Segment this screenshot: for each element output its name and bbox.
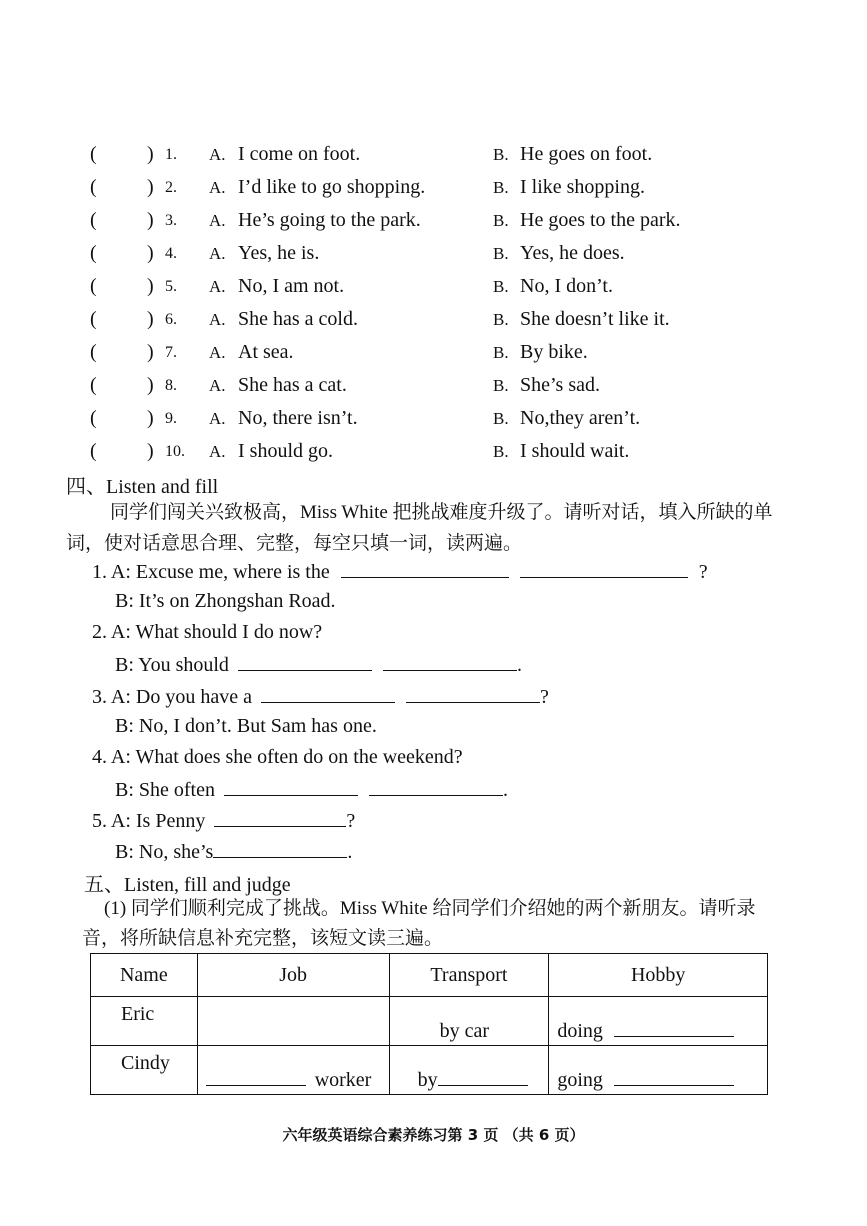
- question-number: 3.: [165, 212, 177, 229]
- dialogue-2b: [115, 652, 522, 677]
- answer-paren-open[interactable]: (: [90, 374, 97, 396]
- answer-paren-close: ): [147, 374, 154, 396]
- option-a-text: At sea.: [238, 341, 294, 363]
- choice-row: [0, 407, 867, 440]
- option-b-text: Yes, he does.: [520, 242, 625, 264]
- answer-paren-open[interactable]: (: [90, 440, 97, 462]
- answer-paren-close: ): [147, 341, 154, 363]
- question-number: 8.: [165, 377, 177, 394]
- option-a-text: I’d like to go shopping.: [238, 176, 426, 198]
- blank-2b-1[interactable]: [238, 652, 372, 671]
- option-b-letter: B.: [493, 145, 509, 164]
- answer-paren-close: ): [147, 407, 154, 429]
- dialogue-4b: [115, 777, 508, 802]
- choice-row: [0, 209, 867, 242]
- blank-4b-1[interactable]: [224, 777, 358, 796]
- answer-paren-close: ): [147, 440, 154, 462]
- section4-heading: 四、Listen and fill: [66, 476, 219, 498]
- dialogue-4b-end: .: [503, 779, 508, 801]
- page-footer: 六年级英语综合素养练习第 3 页 （共 6 页）: [282, 1126, 585, 1144]
- option-a-letter: A.: [209, 178, 226, 197]
- option-b-text: He goes on foot.: [520, 143, 653, 165]
- table-row: [91, 1046, 768, 1095]
- blank-job-cindy[interactable]: [206, 1067, 306, 1086]
- blank-hobby-eric[interactable]: [614, 1018, 734, 1037]
- choice-row: [0, 440, 867, 473]
- dialogue-1b: B: It’s on Zhongshan Road.: [115, 590, 336, 612]
- section5-heading: 五、Listen, fill and judge: [84, 874, 291, 896]
- dialogue-3b: B: No, I don’t. But Sam has one.: [115, 715, 377, 737]
- header-transport: Transport: [389, 954, 549, 997]
- blank-5b-1[interactable]: [213, 839, 347, 858]
- section5-intro-line2: 音，将所缺信息补充完整，该短文读三遍。: [82, 928, 444, 949]
- option-a-text: No, I am not.: [238, 275, 345, 297]
- question-number: 2.: [165, 179, 177, 196]
- option-a-text: I come on foot.: [238, 143, 361, 165]
- option-b-letter: B.: [493, 409, 509, 428]
- cell-transport-eric: by car: [389, 997, 549, 1046]
- option-a-letter: A.: [209, 244, 226, 263]
- option-b-letter: B.: [493, 244, 509, 263]
- dialogue-2b-end: .: [516, 654, 522, 676]
- answer-paren-open[interactable]: (: [90, 176, 97, 198]
- option-b-letter: B.: [493, 310, 509, 329]
- question-number: 6.: [165, 311, 177, 328]
- cell-job-eric[interactable]: [197, 997, 389, 1046]
- option-b-letter: B.: [493, 343, 509, 362]
- dialogue-1a: [92, 559, 708, 584]
- option-b-text: She doesn’t like it.: [520, 308, 670, 330]
- option-a-text: I should go.: [238, 440, 333, 462]
- option-a-text: She has a cat.: [238, 374, 347, 396]
- option-b-letter: B.: [493, 277, 509, 296]
- option-a-letter: A.: [209, 310, 226, 329]
- option-b-letter: B.: [493, 211, 509, 230]
- choice-row: [0, 143, 867, 176]
- dialogue-3a: [92, 684, 549, 709]
- answer-paren-open[interactable]: (: [90, 407, 97, 429]
- answer-paren-close: ): [147, 209, 154, 231]
- choice-row: [0, 374, 867, 407]
- blank-transport-cindy[interactable]: [438, 1067, 528, 1086]
- dialogue-3a-end: ?: [539, 686, 549, 708]
- blank-2b-2[interactable]: [383, 652, 517, 671]
- section5-intro-line1: (1) 同学们顺利完成了挑战。Miss White 给同学们介绍她的两个新朋友。请听录: [104, 898, 756, 919]
- blank-1a-1[interactable]: [341, 559, 509, 578]
- question-number: 5.: [165, 278, 177, 295]
- answer-paren-close: ): [147, 242, 154, 264]
- dialogue-5b-end: .: [347, 841, 353, 863]
- option-b-text: By bike.: [520, 341, 588, 363]
- option-b-letter: B.: [493, 376, 509, 395]
- cell-job-cindy: [197, 1046, 389, 1095]
- dialogue-2b-text: B: You should: [115, 654, 229, 676]
- question-number: 1.: [165, 146, 177, 163]
- header-job: Job: [197, 954, 389, 997]
- option-b-text: She’s sad.: [520, 374, 600, 396]
- dialogue-5a: [92, 808, 355, 833]
- option-a-text: Yes, he is.: [238, 242, 320, 264]
- dialogue-1a-end: ?: [698, 561, 708, 583]
- blank-4b-2[interactable]: [369, 777, 503, 796]
- blank-hobby-cindy[interactable]: [614, 1067, 734, 1086]
- option-a-letter: A.: [209, 376, 226, 395]
- choice-row: [0, 308, 867, 341]
- answer-paren-close: ): [147, 308, 154, 330]
- dialogue-3a-text: 3. A: Do you have a: [92, 686, 252, 708]
- header-name: Name: [91, 954, 198, 997]
- choice-row: [0, 275, 867, 308]
- blank-3a-2[interactable]: [406, 684, 540, 703]
- option-a-letter: A.: [209, 145, 226, 164]
- cell-name-eric: Eric: [91, 997, 198, 1046]
- answer-paren-close: ): [147, 275, 154, 297]
- option-b-letter: B.: [493, 442, 509, 461]
- option-a-text: He’s going to the park.: [238, 209, 421, 231]
- option-b-letter: B.: [493, 178, 509, 197]
- answer-paren-open[interactable]: (: [90, 275, 97, 297]
- cell-transport-cindy: [389, 1046, 549, 1095]
- dialogue-1a-text: 1. A: Excuse me, where is the: [92, 561, 330, 583]
- table-row: [91, 997, 768, 1046]
- question-number: 9.: [165, 410, 177, 427]
- choice-row: [0, 341, 867, 374]
- question-number: 4.: [165, 245, 177, 262]
- info-table: [90, 953, 768, 1095]
- dialogue-2a: 2. A: What should I do now?: [92, 621, 323, 643]
- choice-row: [0, 176, 867, 209]
- job-cindy-suffix: worker: [314, 1069, 372, 1091]
- option-b-text: I should wait.: [520, 440, 630, 462]
- option-a-letter: A.: [209, 442, 226, 461]
- answer-paren-open[interactable]: (: [90, 341, 97, 363]
- answer-paren-open[interactable]: (: [90, 209, 97, 231]
- cell-hobby-eric: [549, 997, 768, 1046]
- answer-paren-close: ): [147, 143, 154, 165]
- option-a-letter: A.: [209, 409, 226, 428]
- option-b-text: No, I don’t.: [520, 275, 613, 297]
- option-a-text: She has a cold.: [238, 308, 358, 330]
- cell-hobby-cindy: [549, 1046, 768, 1095]
- answer-paren-open[interactable]: (: [90, 308, 97, 330]
- hobby-cindy-prefix: going: [557, 1069, 603, 1091]
- answer-paren-open[interactable]: (: [90, 143, 97, 165]
- answer-paren-open[interactable]: (: [90, 242, 97, 264]
- table-header-row: [91, 954, 768, 997]
- dialogue-4a: 4. A: What does she often do on the weekend?: [92, 746, 463, 768]
- option-a-letter: A.: [209, 343, 226, 362]
- dialogue-5a-text: 5. A: Is Penny: [92, 810, 206, 832]
- choice-row: [0, 242, 867, 275]
- blank-5a-1[interactable]: [214, 808, 346, 827]
- transport-cindy-prefix: by: [417, 1069, 438, 1091]
- option-a-letter: A.: [209, 277, 226, 296]
- option-a-text: No, there isn’t.: [238, 407, 358, 429]
- blank-3a-1[interactable]: [261, 684, 395, 703]
- dialogue-5b-text: B: No, she’s: [115, 841, 214, 863]
- dialogue-4b-text: B: She often: [115, 779, 215, 801]
- hobby-eric-prefix: doing: [557, 1020, 603, 1042]
- dialogue-5b: [115, 839, 352, 864]
- option-b-text: He goes to the park.: [520, 209, 681, 231]
- header-hobby: Hobby: [549, 954, 768, 997]
- section4-intro-line1: 同学们闯关兴致极高，Miss White 把挑战难度升级了。请听对话，填入所缺的单: [110, 502, 773, 523]
- question-number: 7.: [165, 344, 177, 361]
- option-b-text: I like shopping.: [520, 176, 645, 198]
- question-number: 10.: [165, 443, 185, 460]
- option-a-letter: A.: [209, 211, 226, 230]
- blank-1a-2[interactable]: [520, 559, 688, 578]
- option-b-text: No,they aren’t.: [520, 407, 641, 429]
- dialogue-5a-end: ?: [346, 810, 356, 832]
- section4-intro-line2: 词，使对话意思合理、完整，每空只填一词，读两遍。: [66, 533, 523, 554]
- answer-paren-close: ): [147, 176, 154, 198]
- cell-name-cindy: Cindy: [91, 1046, 198, 1095]
